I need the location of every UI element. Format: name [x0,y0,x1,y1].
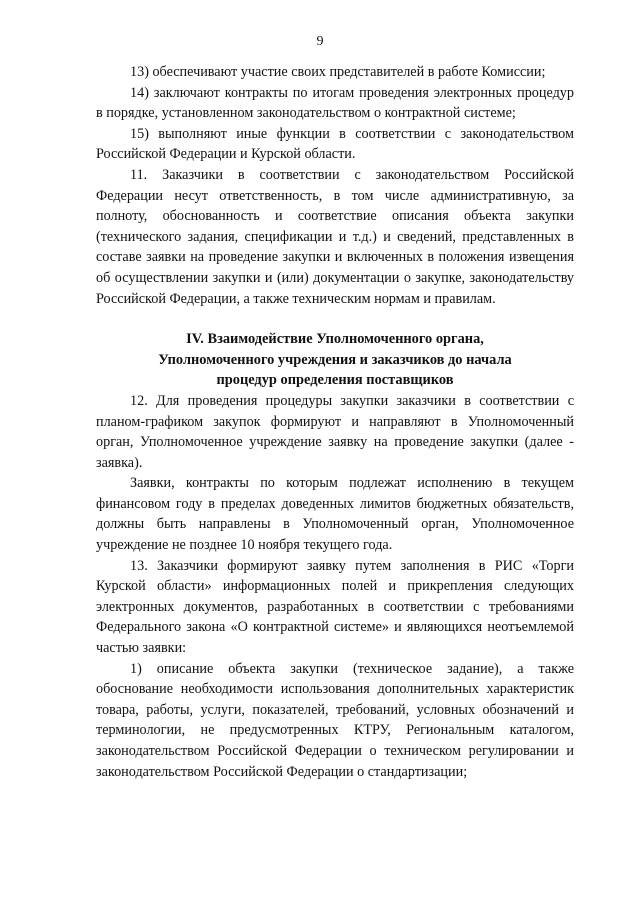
paragraph-item-13: 13) обеспечивают участие своих представителей в работе Комиссии; [130,64,546,80]
paragraph-item-14: 14) заключают контракты по итогам проведения электронных процедур в порядке, установленном законодательством о контрактной системе; [96,84,574,122]
paragraph-applications: Заявки, контракты по которым подлежат исполнению в текущем финансовом году в пределах доведенных лимитов бюджетных обязательств, должны быть направлены в Уполномоченный орган, Уполномоченное учреждение не позднее 10 ноября текущего года. [96,475,574,554]
section-heading [96,329,574,391]
section-heading-line: процедур определения поставщиков [216,372,454,389]
paragraph-item-15: 15) выполняют иные функции в соответствии с законодательством Российской Федерации и Курской области. [96,125,574,163]
paragraph-clause-11: 11. Заказчики в соответствии с законодательством Российской Федерации несут ответственность, в том числе административную, за полноту, обоснованность и соответствие описания объекта закупки (технического задания, спецификации и т.д.) и сведений, представленных в составе заявки на проведение закупки и включенных в положения извещения об осуществлении закупки и (или) документации о закупке, законодательству Российской Федерации, а также техническим нормам и правилам. [96,166,574,307]
paragraph-item-1: 1) описание объекта закупки (техническое задание), а также обоснование необходимости использования дополнительных характеристик товара, работы, услуги, показателей, требований, условных обозначений и терминологии, не предусмотренных КТРУ, Региональным каталогом, законодательством Российской Федерации о техническом регулировании и законодательством Российской Федерации о стандартизации; [96,660,574,780]
paragraph-clause-13: 13. Заказчики формируют заявку путем заполнения в РИС «Торги Курской области» информационных полей и прикрепления следующих электронных документов, разработанных в соответствии с требованиями Федерального закона «О контрактной системе» и являющихся неотъемлемой частью заявки: [96,557,574,657]
section-heading-line: Уполномоченного учреждения и заказчиков до начала [158,351,512,368]
section-heading-line: IV. Взаимодействие Уполномоченного органа, [186,331,484,348]
page-number: 9 [316,34,324,49]
document-body [96,62,574,782]
paragraph-clause-12: 12. Для проведения процедуры закупки заказчики в соответствии с планом-графиком закупок формируют и направляют в Уполномоченный орган, Уполномоченное учреждение заявку на проведение закупки (далее - заявка). [96,392,574,471]
